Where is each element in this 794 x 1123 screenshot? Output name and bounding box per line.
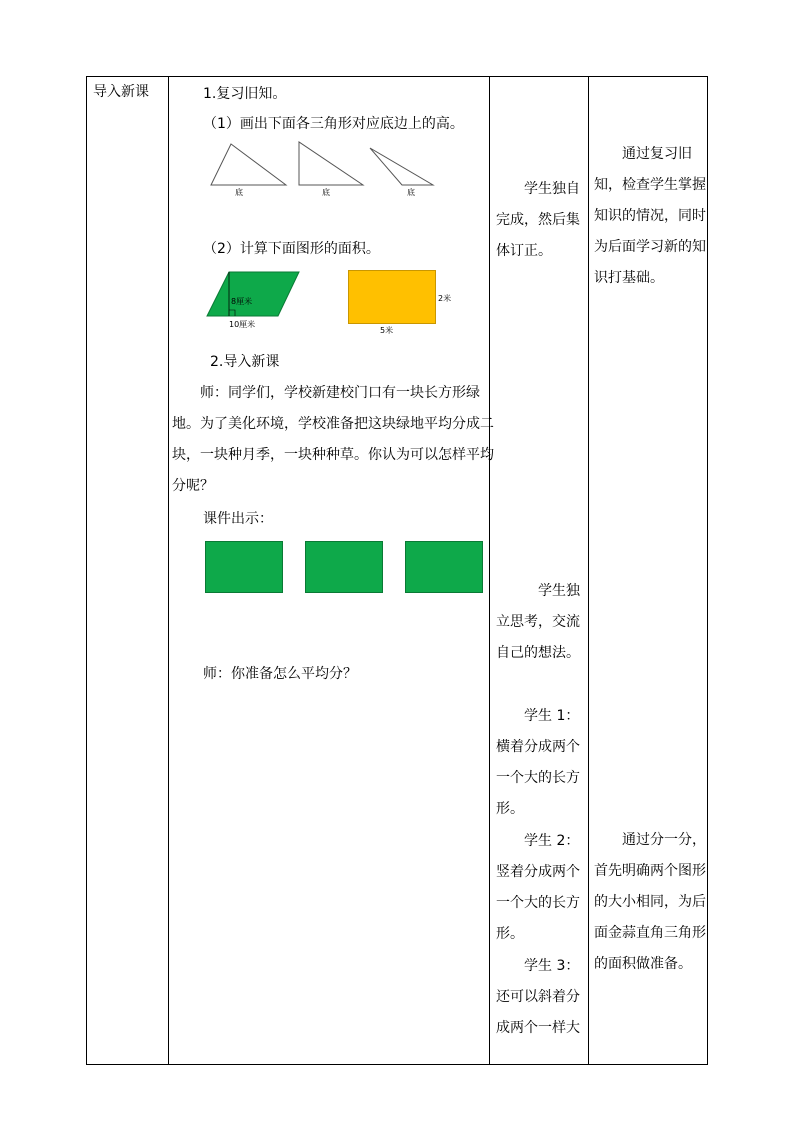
column-divider-1 [168,76,169,1065]
student-answer-2: 学生 2：竖着分成两个一个大的长方形。 [496,833,580,942]
student-activity-1: 学生独自完成，然后集体订正。 [496,181,580,259]
student-answer-1: 学生 1：横着分成两个一个大的长方形。 [496,708,580,817]
triangle-2 [299,142,363,185]
student-activity-2: 学生独立思考，交流自己的想法。 [496,583,580,661]
table-border-top [86,76,708,77]
review-question-2: （2）计算下面图形的面积。 [203,241,380,257]
column-divider-2 [489,76,490,1065]
green-rectangle-2 [305,541,383,593]
teacher-question: 师：你准备怎么平均分？ [203,666,357,682]
design-intent-1: 通过复习旧知，检查学生掌握知识的情况，同时为后面学习新的知识打基础。 [594,146,706,286]
section-label: 导入新课 [93,84,149,100]
triangle-3 [370,148,433,185]
student-answer-3: 学生 3：还可以斜着分成两个一样大 [496,958,580,1036]
intro-heading: 2.导入新课 [210,354,280,370]
rectangle-width-label: 5米 [380,326,394,335]
table-border-bottom [86,1064,708,1065]
column-divider-3 [588,76,589,1065]
green-rectangle-1 [205,541,283,593]
courseware-label: 课件出示： [203,511,273,527]
design-intent-2: 通过分一分，首先明确两个图形的大小相同，为后面金蒜直角三角形的面积做准备。 [594,832,706,972]
review-question-1: （1）画出下面各三角形对应底边上的高。 [203,116,464,132]
parallelogram-height-label: 8厘米 [231,297,253,306]
table-border-right [707,76,708,1065]
table-border-left [86,76,87,1065]
triangle-1 [211,144,286,185]
triangle-2-base-label: 底 [322,188,330,197]
teacher-intro-text: 师：同学们，学校新建校门口有一块长方形绿地。为了美化环境，学校准备把这块绿地平均分成二块，一块种月季，一块种种草。你认为可以怎样平均分呢？ [172,385,494,494]
parallelogram-shape [207,272,299,316]
parallelogram-base-label: 10厘米 [229,320,256,329]
review-heading: 1.复习旧知。 [203,86,287,102]
triangle-1-base-label: 底 [235,188,243,197]
rectangle-height-label: 2米 [438,294,452,303]
rectangle-shape [348,270,436,324]
triangle-3-base-label: 底 [407,188,415,197]
parallelogram-figure [205,268,305,320]
green-rectangle-3 [405,541,483,593]
